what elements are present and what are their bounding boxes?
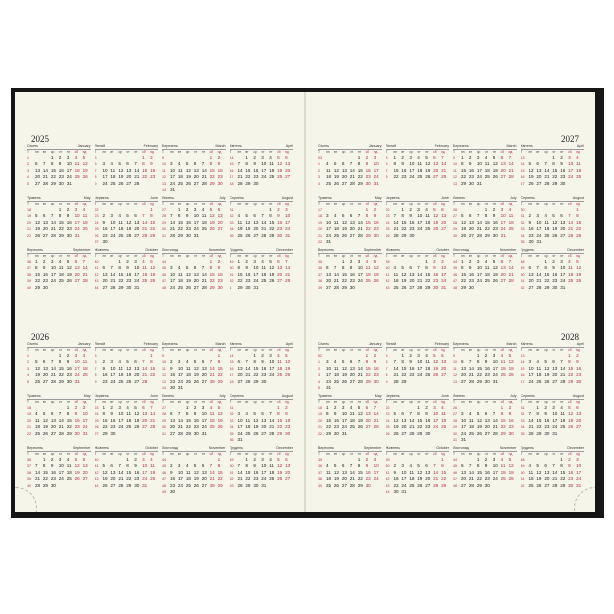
weekday-header: Т пн вт ср чт пт сб нд (520, 400, 580, 404)
month-february (386, 144, 450, 196)
month-name-ua: Травень (27, 196, 41, 200)
month-november (162, 446, 226, 498)
month-name-ua: Лютий (94, 144, 106, 148)
month-name-ua: Липень (162, 196, 175, 200)
day-grid: 39 1 40 2 3 4 5 6 7 8 41 9 10 11 12 13 14 15 42 16 17 18 19 20 21 22 43 23 24 25 26 27 28 29 44 30 31 (385, 457, 447, 495)
day-grid: 17 1 2 18 3 4 5 6 7 8 9 19 10 11 12 13 14 15 16 20 17 18 19 20 21 22 23 21 24 25 26 27 28 29 30 22 31 (318, 207, 379, 245)
month-june (95, 196, 159, 248)
weekday-header: Т пн вт ср чт пт сб нд (385, 150, 445, 154)
calendar-2026 (27, 342, 293, 498)
month-july (453, 196, 517, 248)
weekday-header: Т пн вт ср чт пт сб нд (453, 150, 513, 154)
weekday-header: Т пн вт ср чт пт сб нд (318, 150, 378, 154)
month-name-en: December (567, 248, 584, 252)
month-name-en: February (143, 342, 158, 346)
weekday-header: Т пн вт ср чт пт сб нд (27, 400, 87, 404)
month-name-en: June (441, 196, 449, 200)
month-january (318, 342, 382, 394)
weekday-header: Т пн вт ср чт пт сб нд (27, 254, 87, 258)
weekday-header: Т пн вт ср чт пт сб нд (385, 348, 445, 352)
weekday-header: Т пн вт ср чт пт сб нд (385, 452, 445, 456)
month-name-en: October (436, 446, 449, 450)
weekday-header: Т пн вт ср чт пт сб нд (385, 400, 445, 404)
month-name-en: February (434, 342, 449, 346)
year-label-2025: 2025 (31, 134, 49, 144)
month-january (318, 144, 382, 196)
month-name-ua: Січень (318, 144, 330, 148)
month-name-ua: Лютий (385, 144, 397, 148)
month-name-en: March (506, 144, 517, 148)
month-may (318, 394, 382, 446)
month-name-en: November (499, 446, 517, 450)
month-name-en: December (276, 248, 293, 252)
month-december (230, 446, 294, 498)
month-name-ua: Вересень (27, 248, 44, 252)
day-grid: 9 1 10 2 3 4 5 6 7 8 11 9 10 11 12 13 14 15 12 16 17 18 19 20 21 22 13 23 24 25 26 27 28 29 14 30 31 (162, 353, 223, 391)
month-january (27, 342, 91, 394)
day-grid: 23 1 2 3 4 5 6 7 24 8 9 10 11 12 13 14 25 15 16 17 18 19 20 21 26 22 23 24 25 26 27 28 27 29 30 (94, 405, 156, 436)
weekday-header: Т пн вт ср чт пт сб нд (94, 348, 154, 352)
month-april (230, 144, 294, 196)
day-grid: 18 1 2 3 19 4 5 6 7 8 9 10 20 11 12 13 14 15 16 17 21 18 19 20 21 22 23 24 22 25 26 27 28 29 30 31 (27, 405, 88, 436)
month-name-ua: Жовтень (385, 248, 401, 252)
day-grid: 31 1 2 3 32 4 5 6 7 8 9 10 33 11 12 13 14 15 16 17 34 18 19 20 21 22 23 24 35 25 26 27 28 29 30 31 (229, 207, 291, 238)
month-name-en: June (150, 196, 158, 200)
day-grid: 1 1 2 3 4 2 5 6 7 8 9 10 11 3 12 13 14 15 16 17 18 4 19 20 21 22 23 24 25 5 26 27 28 29 30 31 (27, 353, 88, 384)
month-name-ua: Жовтень (385, 446, 401, 450)
day-grid: 18 1 2 3 4 19 5 6 7 8 9 10 11 20 12 13 14 15 16 17 18 21 19 20 21 22 23 24 25 22 26 27 28 29 30 31 (27, 207, 88, 238)
month-name-ua: Квітень (229, 342, 242, 346)
month-december (230, 248, 294, 300)
day-grid: 9 1 2 10 3 4 5 6 7 8 9 11 10 11 12 13 14 15 16 12 17 18 19 20 21 22 23 13 24 25 26 27 28 29 30 14 31 (162, 155, 223, 193)
month-december (521, 248, 585, 300)
month-december (521, 446, 585, 498)
month-name-en: September (363, 248, 382, 252)
day-grid: 22 1 2 3 4 23 5 6 7 8 9 10 11 24 12 13 14 15 16 17 18 25 19 20 21 22 23 24 25 26 26 27 28 29 30 (385, 405, 447, 436)
month-name-en: October (145, 248, 158, 252)
day-grid: 5 1 2 3 4 5 6 6 7 8 9 10 11 12 13 7 14 15 16 17 18 19 20 8 21 22 23 24 25 26 27 9 28 29 (385, 353, 447, 384)
month-name-ua: Травень (27, 394, 41, 398)
weekday-header: Т пн вт ср чт пт сб нд (453, 400, 513, 404)
weekday-header: Т пн вт ср чт пт сб нд (162, 348, 222, 352)
weekday-header: Т пн вт ср чт пт сб нд (520, 452, 580, 456)
day-grid: 14 1 2 3 4 5 6 15 7 8 9 10 11 12 13 16 14 15 16 17 18 19 20 17 21 22 23 24 25 26 27 18 28 29 30 (229, 155, 291, 186)
month-name-en: November (208, 446, 226, 450)
month-march (162, 342, 226, 394)
weekday-header: Т пн вт ср чт пт сб нд (229, 254, 289, 258)
month-march (453, 144, 517, 196)
day-grid: 1 1 2 3 4 5 2 6 7 8 9 10 11 12 3 13 14 15 16 17 18 19 4 20 21 22 23 24 25 26 5 27 28 29 30 31 (27, 155, 88, 186)
month-name-ua: Лютий (94, 342, 106, 346)
left-page (15, 92, 304, 512)
month-name-en: July (510, 394, 517, 398)
year-label-2028: 2028 (561, 332, 579, 342)
day-grid: 27 1 2 3 4 5 28 6 7 8 9 10 11 12 29 13 14 15 16 17 18 19 30 20 21 22 23 24 25 26 31 27 28 29 30 31 (162, 405, 223, 436)
month-august (521, 196, 585, 248)
month-name-en: December (567, 446, 584, 450)
weekday-header: Т пн вт ср чт пт сб нд (453, 348, 513, 352)
weekday-header: Т пн вт ср чт пт сб нд (453, 254, 513, 258)
month-name-en: January (77, 144, 91, 148)
month-april (521, 144, 585, 196)
month-june (95, 394, 159, 446)
month-july (162, 394, 226, 446)
month-name-ua: Вересень (27, 446, 44, 450)
month-name-en: April (576, 342, 584, 346)
day-grid: 44 1 2 3 4 5 45 6 7 8 9 10 11 12 46 13 14 15 16 17 18 19 47 20 21 22 23 24 25 26 48 27 28 29 30 (453, 457, 514, 488)
month-name-ua: Грудень (229, 446, 243, 450)
month-name-en: March (506, 342, 517, 346)
day-grid: 22 1 2 3 4 5 6 23 7 8 9 10 11 12 13 24 14 15 16 17 18 19 20 25 21 22 23 24 25 26 27 26 28 29 30 (385, 207, 447, 238)
weekday-header: Т пн вт ср чт пт сб нд (453, 202, 513, 206)
weekday-header: Т пн вт ср чт пт сб нд (94, 400, 154, 404)
month-name-ua: Вересень (318, 446, 335, 450)
day-grid: 26 1 2 27 3 4 5 6 7 8 9 28 10 11 12 13 14 15 16 29 17 18 19 20 21 22 23 30 24 25 26 27 28 29 30 31 31 (453, 405, 514, 443)
month-name-en: November (208, 248, 226, 252)
month-march (453, 342, 517, 394)
month-name-en: May (374, 196, 382, 200)
month-name-en: July (219, 196, 226, 200)
month-february (386, 342, 450, 394)
day-grid: 36 1 2 3 4 5 6 37 7 8 9 10 11 12 13 38 14 15 16 17 18 19 20 39 21 22 23 24 25 26 27 40 28 29 30 (27, 457, 88, 488)
weekday-header: Т пн вт ср чт пт сб нд (520, 150, 580, 154)
month-january (27, 144, 91, 196)
day-grid: 14 1 2 3 4 5 15 6 7 8 9 10 11 12 16 13 14 15 16 17 18 19 17 20 21 22 23 24 25 26 18 27 28 29 30 (229, 353, 291, 384)
month-name-ua: Серпень (229, 394, 244, 398)
month-name-ua: Січень (318, 342, 330, 346)
month-name-ua: Квітень (520, 144, 533, 148)
weekday-header: Т пн вт ср чт пт сб нд (318, 202, 378, 206)
month-name-ua: Червень (94, 196, 109, 200)
day-grid: 44 1 2 45 3 4 5 6 7 8 9 46 10 11 12 13 14 15 16 47 17 18 19 20 21 22 23 48 24 25 26 27 28 29 30 (162, 259, 223, 290)
month-november (453, 248, 517, 300)
month-name-en: July (219, 394, 226, 398)
month-name-en: May (83, 196, 91, 200)
day-grid: 9 1 2 3 4 5 6 7 10 8 9 10 11 12 13 14 11 15 16 17 18 19 20 21 12 22 23 24 25 26 27 28 13 29 30 31 (453, 155, 514, 186)
day-grid: 53 1 2 3 1 4 5 6 7 8 9 10 2 11 12 13 14 15 16 17 3 18 19 20 21 22 23 24 4 25 26 27 28 29 30 31 (318, 155, 379, 186)
weekday-header: Т пн вт ср чт пт сб нд (453, 452, 513, 456)
month-name-en: September (72, 248, 91, 252)
month-name-ua: Липень (453, 196, 466, 200)
month-june (386, 394, 450, 446)
month-name-en: September (72, 446, 91, 450)
day-grid: 52 1 2 1 3 4 5 6 7 8 9 2 10 11 12 13 14 15 16 3 17 18 19 20 21 22 23 4 24 25 26 27 28 29 30 5 31 (318, 353, 379, 391)
weekday-header: Т пн вт ср чт пт сб нд (162, 452, 222, 456)
day-grid: 44 1 2 3 4 5 6 7 45 8 9 10 11 12 13 14 46 15 16 17 18 19 20 21 47 22 23 24 25 26 27 28 48 29 30 (453, 259, 514, 290)
weekday-header: Т пн вт ср чт пт сб нд (27, 452, 87, 456)
day-grid: 44 1 45 2 3 4 5 6 7 8 46 9 10 11 12 13 14 15 47 16 17 18 19 20 21 22 48 23 24 25 26 27 28 29 49 30 (162, 457, 223, 495)
month-march (162, 144, 226, 196)
day-grid: 13 1 2 3 4 14 5 6 7 8 9 10 11 15 12 13 14 15 16 17 18 16 19 20 21 22 23 24 25 17 26 27 28 29 30 (520, 155, 582, 186)
month-september (318, 446, 382, 498)
month-name-en: September (363, 446, 382, 450)
month-name-ua: Червень (385, 196, 400, 200)
month-name-ua: Липень (162, 394, 175, 398)
month-name-ua: Серпень (229, 196, 244, 200)
weekday-header: Т пн вт ср чт пт сб нд (94, 254, 154, 258)
month-name-ua: Червень (385, 394, 400, 398)
weekday-header: Т пн вт ср чт пт сб нд (94, 150, 154, 154)
weekday-header: Т пн вт ср чт пт сб нд (27, 150, 87, 154)
month-name-ua: Листопад (453, 248, 469, 252)
month-july (162, 196, 226, 248)
day-grid: 36 1 2 3 4 5 6 7 37 8 9 10 11 12 13 14 38 15 16 17 18 19 20 21 39 22 23 24 25 26 27 28 40 29 30 (27, 259, 88, 290)
day-grid: 40 1 2 3 4 5 41 6 7 8 9 10 11 12 42 13 14 15 16 17 18 19 43 20 21 22 23 24 25 26 44 27 28 29 30 31 (94, 259, 156, 290)
month-october (95, 248, 159, 300)
day-grid: 18 1 2 3 4 5 6 7 19 8 9 10 11 12 13 14 20 15 16 17 18 19 20 21 21 22 23 24 25 26 27 28 22 29 30 31 (318, 405, 379, 436)
day-grid: 31 1 2 32 3 4 5 6 7 8 9 33 10 11 12 13 14 15 16 34 17 18 19 20 21 22 23 35 24 25 26 27 28 29 30 36 31 (229, 405, 291, 443)
day-grid: 40 1 2 3 4 41 5 6 7 8 9 10 11 42 12 13 14 15 16 17 18 43 19 20 21 22 23 24 25 44 26 27 28 29 30 31 (94, 457, 156, 488)
month-june (386, 196, 450, 248)
day-grid: 35 1 2 3 4 5 36 6 7 8 9 10 11 12 37 13 14 15 16 17 18 19 38 20 21 22 23 24 25 26 39 27 28 29 30 (318, 259, 379, 290)
day-grid: 30 1 31 2 3 4 5 6 7 8 32 9 10 11 12 13 14 15 33 16 17 18 19 20 21 22 34 23 24 25 26 27 28 29 35 30 31 (520, 207, 582, 245)
weekday-header: Т пн вт ср чт пт сб нд (162, 400, 222, 404)
day-grid: 9 1 2 3 4 5 10 6 7 8 9 10 11 12 11 13 14 15 16 17 18 19 12 20 21 22 23 24 25 26 13 27 28 29 30 31 (453, 353, 514, 384)
month-name-ua: Березень (453, 144, 469, 148)
month-name-ua: Квітень (520, 342, 533, 346)
month-name-ua: Серпень (520, 196, 535, 200)
month-name-ua: Червень (94, 394, 109, 398)
weekday-header: Т пн вт ср чт пт сб нд (27, 348, 87, 352)
weekday-header: Т пн вт ср чт пт сб нд (27, 202, 87, 206)
month-name-en: May (83, 394, 91, 398)
month-april (521, 342, 585, 394)
month-name-en: August (572, 196, 584, 200)
calendar-2028 (318, 342, 584, 498)
weekday-header: Т пн вт ср чт пт сб нд (385, 202, 445, 206)
day-grid: 49 1 2 3 4 5 6 50 7 8 9 10 11 12 13 51 14 15 16 17 18 19 20 52 21 22 23 24 25 26 27 53 28 29 30 31 (229, 457, 291, 488)
month-august (521, 394, 585, 446)
day-grid: 5 1 2 3 4 5 6 7 6 8 9 10 11 12 13 14 7 15 16 17 18 19 20 21 8 22 23 24 25 26 27 28 (385, 155, 447, 180)
weekday-header: Т пн вт ср чт пт сб нд (318, 400, 378, 404)
month-name-en: February (143, 144, 158, 148)
month-name-ua: Вересень (318, 248, 335, 252)
month-september (27, 446, 91, 498)
month-april (230, 342, 294, 394)
day-grid: 49 1 2 3 4 5 6 7 50 8 9 10 11 12 13 14 51 15 16 17 18 19 20 21 52 22 23 24 25 26 27 28 1 29 30 31 (229, 259, 291, 290)
weekday-header: Т пн вт ср чт пт сб нд (385, 254, 445, 258)
month-october (386, 446, 450, 498)
month-name-en: August (281, 394, 293, 398)
day-grid: 26 1 2 3 4 27 5 6 7 8 9 10 11 28 12 13 14 15 16 17 18 29 19 20 21 22 23 24 25 30 26 27 28 29 30 31 (453, 207, 514, 238)
weekday-header: Т пн вт ср чт пт сб нд (520, 254, 580, 258)
month-may (318, 196, 382, 248)
weekday-header: Т пн вт ср чт пт сб нд (229, 202, 289, 206)
month-name-ua: Жовтень (94, 446, 110, 450)
day-grid: 39 1 2 3 40 4 5 6 7 8 9 10 41 11 12 13 14 15 16 17 42 18 19 20 21 22 23 24 43 25 26 27 28 29 30 31 (385, 259, 447, 290)
month-name-en: August (281, 196, 293, 200)
month-september (27, 248, 91, 300)
month-name-en: April (285, 342, 293, 346)
month-name-en: October (436, 248, 449, 252)
year-label-2027: 2027 (561, 134, 579, 144)
day-grid: 13 1 2 14 3 4 5 6 7 8 9 15 10 11 12 13 14 15 16 16 17 18 19 20 21 22 23 17 24 25 26 27 28 29 30 (520, 353, 582, 384)
weekday-header: Т пн вт ср чт пт сб нд (229, 452, 289, 456)
month-name-ua: Квітень (229, 144, 242, 148)
month-name-ua: Березень (162, 342, 178, 346)
month-name-en: June (441, 394, 449, 398)
year-label-2026: 2026 (31, 332, 49, 342)
day-grid: 48 1 2 3 4 5 49 6 7 8 9 10 11 12 50 13 14 15 16 17 18 19 51 20 21 22 23 24 25 26 52 27 28 29 30 31 (520, 259, 582, 290)
weekday-header: Т пн вт ср чт пт сб нд (318, 452, 378, 456)
month-name-en: February (434, 144, 449, 148)
month-name-ua: Грудень (520, 446, 534, 450)
weekday-header: Т пн вт ср чт пт сб нд (229, 150, 289, 154)
month-name-en: July (510, 196, 517, 200)
month-name-ua: Лютий (385, 342, 397, 346)
day-grid: 27 1 2 3 4 5 6 28 7 8 9 10 11 12 13 29 14 15 16 17 18 19 20 30 21 22 23 24 25 26 27 31 28 29 30 31 (162, 207, 223, 238)
month-february (95, 144, 159, 196)
weekday-header: Т пн вт ср чт пт сб нд (162, 202, 222, 206)
calendar-2027 (318, 144, 584, 300)
month-name-en: May (374, 394, 382, 398)
weekday-header: Т пн вт ср чт пт сб нд (520, 348, 580, 352)
weekday-header: Т пн вт ср чт пт сб нд (229, 348, 289, 352)
month-name-ua: Грудень (229, 248, 243, 252)
weekday-header: Т пн вт ср чт пт сб нд (318, 348, 378, 352)
month-november (453, 446, 517, 498)
day-grid: 5 1 6 2 3 4 5 6 7 8 7 9 10 11 12 13 14 15 8 16 17 18 19 20 21 22 9 23 24 25 26 27 28 (94, 353, 156, 384)
month-may (27, 196, 91, 248)
day-grid: 48 1 2 3 49 4 5 6 7 8 9 10 50 11 12 13 14 15 16 17 51 18 19 20 21 22 23 24 52 25 26 27 28 29 30 31 (520, 457, 582, 488)
calendar-2025 (27, 144, 293, 300)
weekday-header: Т пн вт ср чт пт сб нд (94, 452, 154, 456)
day-grid: 35 1 2 3 36 4 5 6 7 8 9 10 37 11 12 13 14 15 16 17 38 18 19 20 21 22 23 24 39 25 26 27 28 29 30 (318, 457, 379, 488)
month-name-ua: Листопад (162, 446, 178, 450)
month-name-ua: Грудень (520, 248, 534, 252)
month-october (386, 248, 450, 300)
month-name-ua: Березень (453, 342, 469, 346)
weekday-header: Т пн вт ср чт пт сб нд (520, 202, 580, 206)
month-name-en: January (77, 342, 91, 346)
month-name-en: January (368, 144, 382, 148)
month-name-en: December (276, 446, 293, 450)
day-grid: 5 1 2 6 3 4 5 6 7 8 9 7 10 11 12 13 14 15 16 8 17 18 19 20 21 22 23 9 24 25 26 27 28 (94, 155, 156, 186)
month-name-en: October (145, 446, 158, 450)
month-november (162, 248, 226, 300)
month-october (95, 446, 159, 498)
month-name-en: January (368, 342, 382, 346)
month-name-en: June (150, 394, 158, 398)
month-name-ua: Травень (318, 196, 332, 200)
month-name-ua: Січень (27, 342, 39, 346)
month-name-en: April (576, 144, 584, 148)
month-september (318, 248, 382, 300)
month-name-en: November (499, 248, 517, 252)
month-name-en: March (215, 144, 226, 148)
month-name-ua: Серпень (520, 394, 535, 398)
month-name-ua: Травень (318, 394, 332, 398)
weekday-header: Т пн вт ср чт пт сб нд (94, 202, 154, 206)
month-name-en: March (215, 342, 226, 346)
right-page (306, 92, 595, 512)
month-name-en: April (285, 144, 293, 148)
day-grid: 22 1 23 2 3 4 5 6 7 8 24 9 10 11 12 13 14 15 25 16 17 18 19 20 21 22 26 23 24 25 26 27 28 29 27 30 (94, 207, 156, 245)
weekday-header: Т пн вт ср чт пт сб нд (162, 254, 222, 258)
month-may (27, 394, 91, 446)
month-name-ua: Січень (27, 144, 39, 148)
month-name-ua: Липень (453, 394, 466, 398)
month-july (453, 394, 517, 446)
month-august (230, 196, 294, 248)
month-february (95, 342, 159, 394)
day-grid: 31 1 2 3 4 5 6 32 7 8 9 10 11 12 13 33 14 15 16 17 18 19 20 34 21 22 23 24 25 26 27 35 28 29 30 31 (520, 405, 582, 436)
month-name-ua: Листопад (453, 446, 469, 450)
month-name-en: August (572, 394, 584, 398)
month-name-ua: Березень (162, 144, 178, 148)
weekday-header: Т пн вт ср чт пт сб нд (229, 400, 289, 404)
month-name-ua: Жовтень (94, 248, 110, 252)
month-name-ua: Листопад (162, 248, 178, 252)
month-august (230, 394, 294, 446)
weekday-header: Т пн вт ср чт пт сб нд (162, 150, 222, 154)
weekday-header: Т пн вт ср чт пт сб нд (318, 254, 378, 258)
